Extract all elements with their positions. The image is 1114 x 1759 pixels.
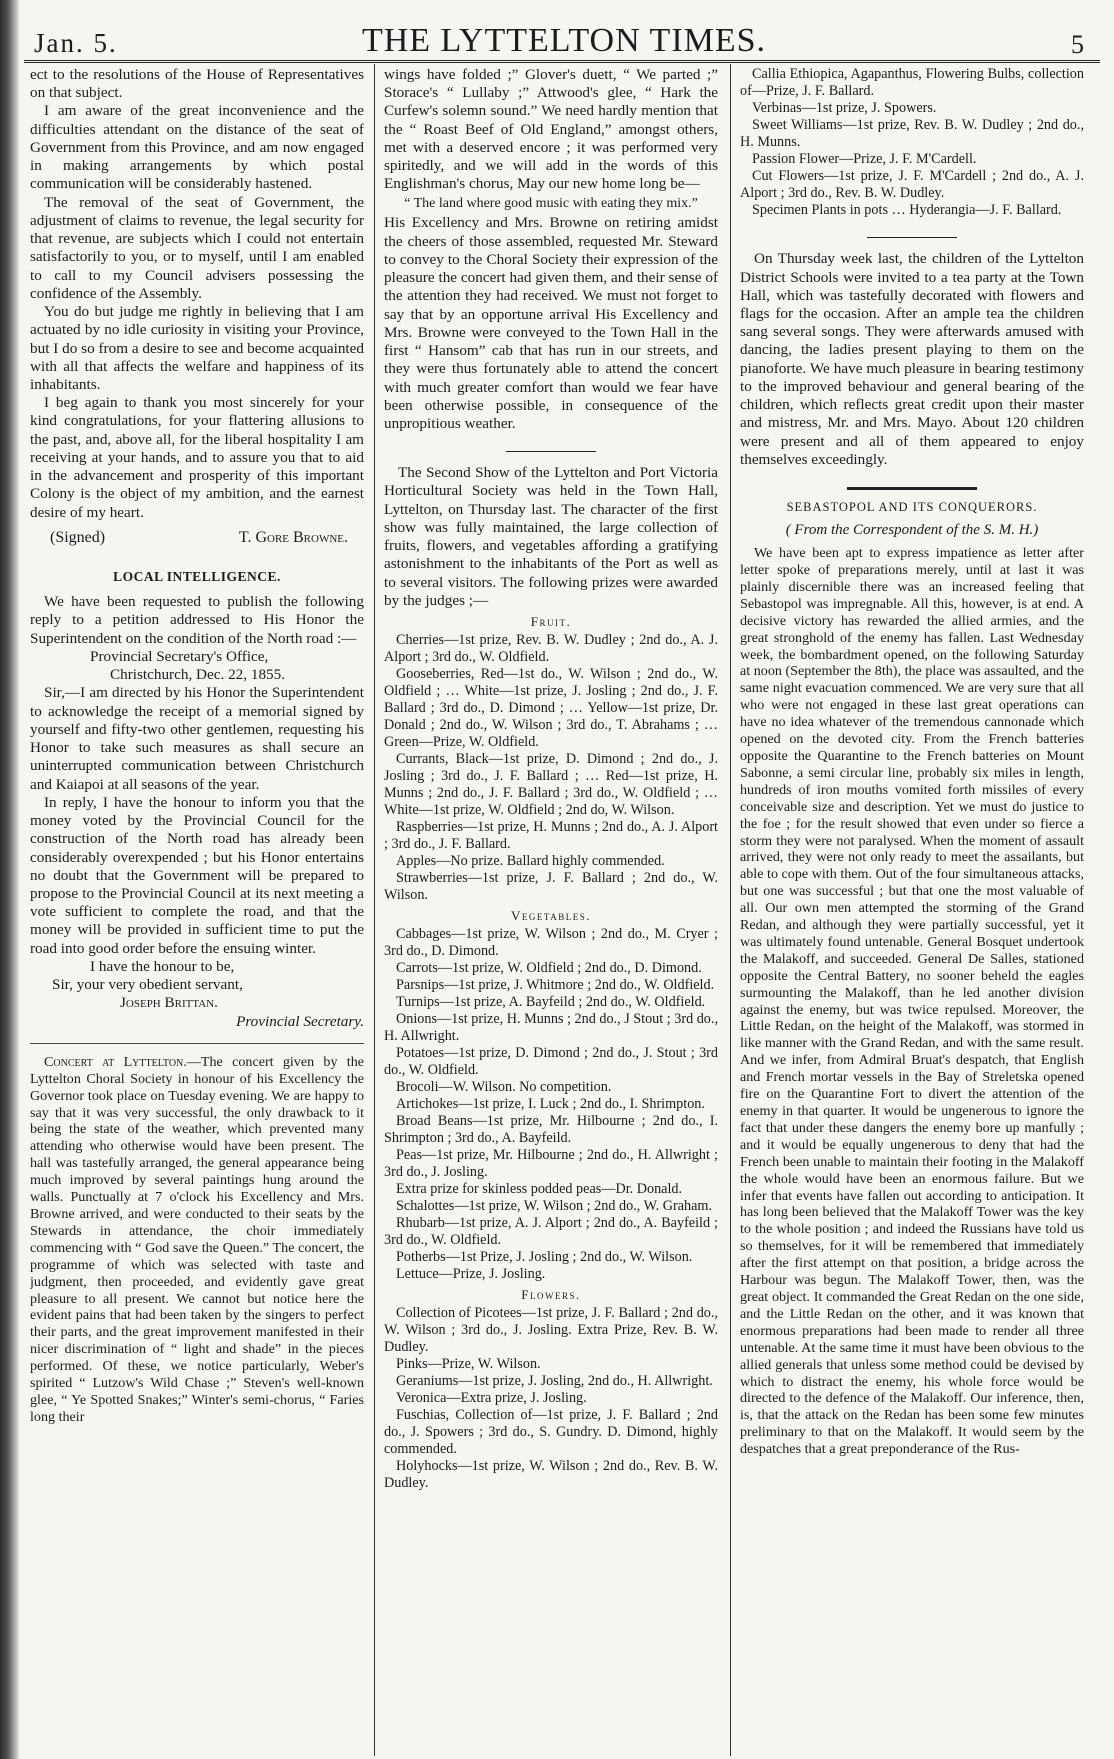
prize-entry: Pinks—Prize, W. Wilson. (396, 1356, 541, 1373)
sebastopol-heading: SEBASTOPOL AND ITS CONQUERORS. (786, 500, 1038, 515)
column-2 (384, 66, 718, 1754)
prize-entry: Callia Ethiopica, Agapanthus, Flowering Bulbs, collection of—Prize, J. F. Ballard. (740, 66, 1084, 100)
local-intro: We have been requested to publish the following reply to a petition addressed to His Honor the Superintendent on the condition of the North road :— (30, 593, 364, 647)
sebastopol-source: ( From the Correspondent of the S. M. H.) (785, 522, 1039, 539)
concert-ending: His Excellency and Mrs. Browne on retiring amidst the cheers of those assembled, requested Mr. Steward to convey to the Choral Society their expression of the pleasure the concert had given them, and their sense of the attention they had received. We must not forget to say that by an opportune arrival His Excellency and Mrs. Browne were conveyed to the Town Hall in the first “ Hansom” cab that has run in our streets, and they were thus fortunately able to attend the concert with much greater comfort than would we fear have been otherwise possible, in consequence of the unpropitious weather. (384, 214, 718, 433)
closing-name: Joseph Brittan. (120, 994, 218, 1012)
prize-entry: Sweet Williams—1st prize, Rev. B. W. Dudley ; 2nd do., H. Munns. (740, 117, 1084, 151)
prize-entry: Currants, Black—1st prize, D. Dimond ; 2nd do., J. Josling ; 3rd do., J. F. Ballard ; … Red—1st prize, H. Munns ; 2nd do., J. F. Ballard ; 3rd do., W. Oldfield ; … White—1st prize, W. Oldfield ; 2nd do, W. Wilson. (384, 750, 718, 819)
newspaper-title: THE LYTTELTON TIMES. (361, 22, 767, 59)
concert-continued: wings have folded ;” Glover's duett, “ We parted ;” Storace's “ Lullaby ;” Attwood's glee, “ Hark the Curfew's solemn sound.” We need hardly mention that the “ Roast Beef of Old England,” amongst others, met with a deserved encore ; it was performed very spiritedly, and we will add in the words of this Englishman's chorus, May our new home long be— (384, 66, 718, 193)
sebastopol-article: We have been apt to express impatience as letter after letter spoke of preparations merely, until at last it was plainly discernible there was an increased feeling that Sebastopol was impregnable. All this, however, is at end. A decisive victory has rewarded the allied armies, and the great stronghold of the enemy has fallen. Last Wednesday week, the bombardment opened, on the following Saturday at noon (September the 8th), the place was assaulted, and the same night evacuation commenced. We are very sure that all who were not engaged in these last great operations can have no idea whatever of the tremendous cannonade which opened on the devoted city. From the French batteries opposite the Quarantine to the French batteries on Mount Sabonne, a semi circular line, probably six miles in length, hundreds of iron mouths vomited forth missiles of every conceivable size and description. Yet we must do justice to the foe ; for the result showed that even under so fierce a storm they were not paralysed. When the moment of assault arrived, they were not only ready to meet the assailants, but able to cope with them. Out of the four simultaneous attacks, but one was successful ; but that one the most valuable of all. Our own men attempted the storming of the Grand Redan, and although they were partially successful, yet it was ultimately found untenable. General Bosquet undertook the Malakoff, and succeeded. General De Salles, stationed opposite the Central Battery, no sooner beheld the eagles surmounting the Malakoff, than he led another division against the enemy, but was twice repulsed. Moreover, the Little Redan, on the height of the Malakoff, was stormed in like manner with the Grand Redan, and with the same result. And we infer, from Admiral Bruat's despatch, that English and French mortar vessels in the Bay of Streletska opened fire on the Quarantine Fort to divert the attention of the enemy in that quarter. It would be ungenerous to ignore the fact that under these dangers the enemy bore up manfully ; and it would be equally ungenerous to deny that had the French been unable to maintain their footing in the Malakoff the whole would have been an enormous failure. But we infer that events have fallen out according to anticipation. It has long been believed that the Malakoff Tower was the key to the whole position ; and indeed the Russians have told us so themselves, for it will be remembered that immediately after the first attempt on that position, a bridge across the Harbour was begun. The Malakoff Tower, then, was the great object. It commanded the Great Redan on the one side, and the Little Redan on the other, and it was known that enormous preparations had been made to render all three untenable. At the same time it must have been obvious to the allied generals that unless some method could be devised by which to distract the enemy, his whole force would be directed to the defence of the Malakoff. Our inference, then, is, that the attack on the Redan has been some few minutes preliminary to that on the Malakoff. It would seem by the despatches that a great preponderance of the Rus- (740, 545, 1084, 1458)
vegetables-heading: Vegetables. (511, 908, 591, 924)
reply-paragraph: You do but judge me rightly in believing that I am actuated by no idle curiosity in visiting your Province, but I do so from a desire to see and become acquainted with all that affects the welfare and happiness of its inhabitants. (30, 303, 364, 393)
prize-entry: Collection of Picotees—1st prize, J. F. Ballard ; 2nd do., W. Wilson ; 3rd do., J. Josling. Extra Prize, Rev. B. W. Dudley. (384, 1305, 718, 1356)
prize-entry: Carrots—1st prize, W. Oldfield ; 2nd do., D. Dimond. (396, 959, 702, 976)
prize-entry: Potherbs—1st Prize, J. Josling ; 2nd do., W. Wilson. (396, 1249, 693, 1266)
prize-entry: Geraniums—1st prize, J. Josling, 2nd do., H. Allwright. (396, 1373, 713, 1390)
prize-entry: Strawberries—1st prize, J. F. Ballard ; 2nd do., W. Wilson. (384, 870, 718, 904)
local-intelligence-heading: LOCAL INTELLIGENCE. (113, 569, 281, 585)
reply-paragraph: The removal of the seat of Government, the adjustment of claims to revenue, the legal security for that revenue, are subjects which I could not entertain satisfactorily to you, or to myself, until I am enabled to call to my Council advisers possessing the confidence of the Assembly. (30, 193, 364, 302)
prize-entry: Extra prize for skinless podded peas—Dr. Donald. (396, 1181, 683, 1198)
binding-edge (0, 0, 20, 1759)
prize-entry: Verbinas—1st prize, J. Spowers. (752, 100, 937, 117)
prize-entry: Cherries—1st prize, Rev. B. W. Dudley ; 2nd do., A. J. Alport ; 3rd do., W. Oldfield. (384, 631, 718, 665)
prize-entry: Lettuce—Prize, J. Josling. (396, 1266, 546, 1283)
show-intro: The Second Show of the Lyttelton and Port Victoria Horticultural Society was held in the Town Hall, Lyttelton, on Thursday last. The character of the first show was fully maintained, the large collection of fruits, flowers, and vegetables affording a gratifying astonishment to the inhabitants of the Port as well as to several visitors. The following prizes were awarded by the judges ;— (384, 464, 718, 609)
schools-article: On Thursday week last, the children of the Lyttelton District Schools were invited to a tea party at the Town Hall, which was tastefully decorated with flowers and flags for the occasion. After an ample tea the children sang several songs. They were afterwards amused with dancing, the ladies present playing to them on the pianoforte. We have much pleasure in bearing testimony to the improved behaviour and general bearing of the children, which reflects great credit upon their master and mistress, Mr. and Mrs. Mayo. About 120 children were present and all of them appeared to enjoy themselves exceedingly. (740, 250, 1084, 468)
concert-article (30, 1054, 364, 1426)
article-divider (506, 451, 596, 452)
page-header (24, 20, 1104, 58)
prize-entry: Veronica—Extra prize, J. Josling. (396, 1390, 587, 1407)
column-rule (730, 64, 731, 1756)
chorus-quote: “ The land where good music with eating they mix.” (404, 195, 698, 211)
prize-entry: Parsnips—1st prize, J. Whitmore ; 2nd do., W. Oldfield. (396, 976, 715, 993)
concert-text: —The concert given by the Lyttelton Choral Society in honour of his Excellency the Governor took place on Tuesday evening. We are happy to say that it was very successful, the only drawback to it being the state of the weather, which prevented many attending who otherwise would have been present. The hall was tastefully arranged, the general appearance being much improved by several paintings hung around the walls. Punctually at 7 o'clock his Excellency and Mrs. Browne arrived, and were conducted to their seats by the Stewards in attendance, the choir immediately commencing with “ God save the Queen.” The concert, the programme of which was selected with taste and judgment, then proceeded, and evidently gave great pleasure to all present. We cannot but notice here the evident pains that had been taken by the singers to perfect their parts, and the great improvement manifested in their nicer discrimination of “ light and shade” in the pieces performed. Of these, we notice particularly, Weber's spirited “ Lutzow's Wild Chase ;” Steven's well-known glee, “ Ye Spotted Snakes;” Winter's semi-chorus, “ Faries long their (30, 1053, 364, 1425)
closing-line: Sir, your very obedient servant, (52, 976, 243, 994)
reply-paragraph: ect to the resolutions of the House of Representatives on that subject. (30, 66, 364, 102)
prize-entry: Cut Flowers—1st prize, J. F. M'Cardell ; 2nd do., A. J. Alport ; 3rd do., Rev. B. W. Dudley. (740, 168, 1084, 202)
reply-paragraph: I beg again to thank you most sincerely for your kind congratulations, for your flattering allusions to the past, and, above all, for the liberal hospitality I am receiving at your hands, and to assure you that to aid in the advancement and prosperity of this important Colony is the object of my ambition, and the earnest desire of my heart. (30, 394, 364, 521)
letter-paragraph: In reply, I have the honour to inform you that the money voted by the Provincial Council for the construction of the North road has already been considerably overexpended ; but his Honor entertains no doubt that the Government will be prepared to propose to the Provincial Council at its next meeting a vote sufficient to complete the road, and that the money will be provided in sufficient time to put the road into good order before the ensuing winter. (30, 793, 364, 957)
closing-line: I have the honour to be, (90, 957, 235, 975)
signed-name: T. Gore Browne. (238, 528, 348, 546)
prize-entry: Brocoli—W. Wilson. No competition. (396, 1079, 612, 1096)
article-divider (847, 487, 977, 490)
prize-entry: Holyhocks—1st prize, W. Wilson ; 2nd do., Rev. B. W. Dudley. (384, 1458, 718, 1492)
header-date: Jan. 5. (34, 28, 118, 58)
article-divider (867, 237, 957, 238)
column-3 (740, 66, 1084, 1754)
prize-entry: Cabbages—1st prize, W. Wilson ; 2nd do., M. Cryer ; 3rd do., D. Dimond. (384, 925, 718, 959)
signed-label: (Signed) (50, 528, 106, 546)
header-rule (24, 60, 1100, 63)
signature-line (30, 522, 364, 547)
office-line: Provincial Secretary's Office, (90, 647, 269, 665)
prize-entry: Peas—1st prize, Mr. Hilbourne ; 2nd do., H. Allwright ; 3rd do., J. Josling. (384, 1147, 718, 1181)
prize-entry: Gooseberries, Red—1st do., W. Wilson ; 2nd do., W. Oldfield ; … White—1st prize, J. Josling ; 2nd do., J. F. Ballard ; 3rd do., D. Dimond ; … Yellow—1st prize, Dr. Donald ; 2nd do., W. Wilson ; 3rd do., T. Abrahams ; … Green—Prize, W. Oldfield. (384, 665, 718, 750)
closing-title: Provincial Secretary. (236, 1012, 364, 1030)
prize-entry: Turnips—1st prize, A. Bayfeild ; 2nd do., W. Oldfield. (396, 993, 706, 1010)
prize-entry: Raspberries—1st prize, H. Munns ; 2nd do., A. J. Alport ; 3rd do., J. F. Ballard. (384, 819, 718, 853)
prize-entry: Artichokes—1st prize, I. Luck ; 2nd do., I. Shrimpton. (396, 1096, 705, 1113)
page-number: 5 (1071, 30, 1084, 59)
fruit-heading: Fruit. (530, 614, 572, 630)
prize-entry: Schalottes—1st prize, W. Wilson ; 2nd do., W. Graham. (396, 1198, 712, 1215)
prize-entry: Passion Flower—Prize, J. F. M'Cardell. (752, 151, 977, 168)
prize-entry: Fuschias, Collection of—1st prize, J. F. Ballard ; 2nd do., J. Spowers ; 3rd do., S. Gundry. D. Dimond, highly commended. (384, 1407, 718, 1458)
column-1 (30, 66, 364, 1754)
office-place: Christchurch, Dec. 22, 1855. (110, 666, 286, 684)
prize-entry: Broad Beans—1st prize, Mr. Hilbourne ; 2nd do., I. Shrimpton ; 3rd do., A. Bayfeild. (384, 1113, 718, 1147)
reply-paragraph: I am aware of the great inconvenience and the difficulties attendant on the distance of the seat of Government from this Province, and am now engaged in making arrangements by which postal communication will be considerably hastened. (30, 102, 364, 193)
prize-entry: Rhubarb—1st prize, A. J. Alport ; 2nd do., A. Bayfeild ; 3rd do., W. Oldfield. (384, 1215, 718, 1249)
flowers-heading: Flowers. (521, 1287, 581, 1303)
column-rule (374, 64, 375, 1756)
letter-paragraph: Sir,—I am directed by his Honor the Superintendent to acknowledge the receipt of a memorial signed by yourself and fifty-two other gentlemen, requesting his Honor to take such measures as shall secure an uninterrupted communication between Christchurch and Kaiapoi at all seasons of the year. (30, 684, 364, 793)
prize-entry: Apples—No prize. Ballard highly commended. (396, 853, 665, 870)
prize-entry: Potatoes—1st prize, D. Dimond ; 2nd do., J. Stout ; 3rd do., W. Oldfield. (384, 1045, 718, 1079)
concert-title: Concert at Lyttelton. (44, 1053, 187, 1070)
section-divider (30, 1043, 364, 1044)
prize-entry: Onions—1st prize, H. Munns ; 2nd do., J Stout ; 3rd do., H. Allwright. (384, 1010, 718, 1044)
prize-entry: Specimen Plants in pots … Hyderangia—J. F. Ballard. (752, 202, 1062, 219)
